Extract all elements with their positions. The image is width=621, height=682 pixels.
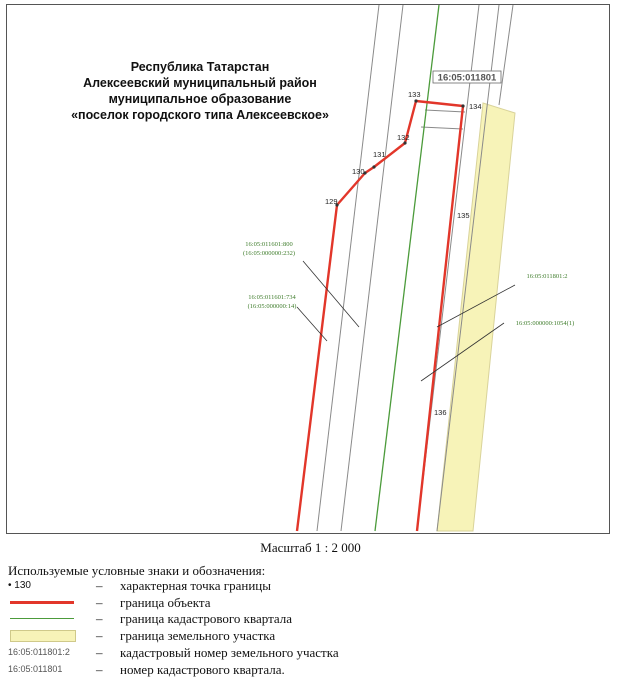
land-parcel-strip — [437, 103, 515, 531]
legend-dash: – — [96, 662, 103, 677]
parcel-label-734: 16:05:011601:734 — [248, 294, 296, 301]
object-boundary-line — [297, 101, 463, 531]
legend-symbol-quarter-number: 16:05:011801 — [8, 664, 63, 674]
point-label-134: 134 — [469, 102, 482, 111]
legend-row-parcel-number — [8, 645, 608, 660]
legend-text-parcel-number: кадастровый номер земельного участка — [120, 645, 339, 660]
legend-dash: – — [96, 595, 103, 610]
legend-symbol-yellow-fill — [8, 628, 78, 643]
legend-symbol-green-line — [8, 611, 78, 626]
parcel-label-800-old: (16:05:000000:232) — [243, 250, 295, 257]
legend-row-object-boundary — [8, 595, 608, 610]
point-label-131: 131 — [373, 150, 386, 159]
map-header — [65, 59, 335, 123]
legend-row-quarter-boundary — [8, 611, 608, 626]
legend-dash: – — [96, 645, 103, 660]
boundary-point-134 — [461, 104, 464, 107]
point-label-129: 129 — [325, 197, 338, 206]
legend-text-point: характерная точка границы — [120, 578, 271, 593]
legend-row-quarter-number — [8, 662, 608, 677]
legend-text-quarter-number: номер кадастрового квартала. — [120, 662, 285, 677]
legend-text-parcel-boundary: граница земельного участка — [120, 628, 276, 643]
legend-title: Используемые условные знаки и обозначения: — [8, 563, 266, 578]
header-district: Алексеевский муниципальный район — [83, 76, 317, 90]
legend-symbol-red-line — [8, 595, 78, 610]
legend-row-point — [8, 578, 608, 593]
legend-dash: – — [96, 578, 103, 593]
legend-dash: – — [96, 628, 103, 643]
header-municipality: муниципальное образование — [108, 92, 292, 106]
point-label-136: 136 — [434, 408, 447, 417]
legend-text-quarter-boundary: граница кадастрового квартала — [120, 611, 293, 626]
parcel-label-800: 16:05:011601:800 — [245, 241, 293, 248]
quarter-number-label: 16:05:011801 — [437, 72, 497, 84]
point-label-133: 133 — [408, 90, 421, 99]
quarter-boundary-line — [375, 5, 439, 531]
parcel-label-1054: 16:05:000000:1054(1) — [515, 320, 575, 327]
legend-row-parcel-boundary — [8, 628, 608, 643]
legend-dash: – — [96, 611, 103, 626]
map-frame — [6, 4, 610, 534]
parcel-label-734-old: (16:05:000000:14) — [247, 303, 297, 310]
header-settlement: «поселок городского типа Алексеевское» — [71, 108, 329, 122]
boundary-point-133 — [414, 99, 417, 102]
point-label-132: 132 — [397, 133, 410, 142]
point-label-130: 130 — [352, 167, 365, 176]
map-scale: Масштаб 1 : 2 000 — [260, 540, 361, 555]
legend-text-object-boundary: граница объекта — [120, 595, 211, 610]
boundary-point-131 — [372, 165, 375, 168]
boundary-points — [335, 99, 464, 206]
legend-symbol-point: • 130 — [8, 580, 31, 591]
parcel-label-2: 16:05:011801:2 — [526, 273, 568, 280]
header-republic: Республика Татарстан — [130, 60, 270, 74]
point-label-135: 135 — [457, 211, 470, 220]
legend-symbol-parcel-number: 16:05:011801:2 — [8, 647, 70, 657]
